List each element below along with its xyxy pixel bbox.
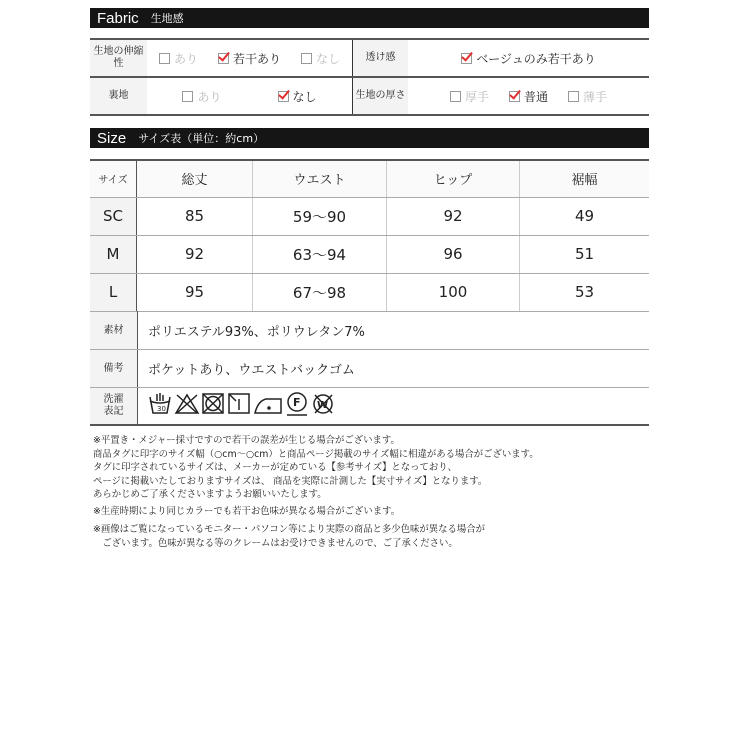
lining-option (278, 88, 317, 105)
size-cell: M (90, 235, 137, 273)
size-title: Size (97, 129, 127, 147)
thickness-option (450, 88, 489, 105)
option-label: あり (197, 89, 222, 104)
stretch-option (218, 50, 281, 67)
hand-wash-icon (150, 393, 170, 413)
size-cell: 85 (137, 197, 253, 235)
size-header-cell: 総丈 (137, 160, 253, 197)
checked-checkbox-icon (218, 53, 229, 64)
fabric-header (90, 8, 649, 28)
washing-icons (138, 388, 650, 425)
size-cell: 95 (137, 273, 253, 311)
option-label: 普通 (523, 89, 548, 104)
no-wet-clean-icon (314, 395, 332, 413)
svg-text:30: 30 (157, 404, 166, 413)
note-line: ※生産時期により同じカラーでも若干お色味が異なる場合がございます。 (93, 505, 401, 517)
material-value: ポリエステル93%、ポリウレタン7% (138, 312, 650, 350)
note-line: ※画像はご覧になっているモニター・パソコン等により実際の商品と多少色味が異なる場合が (93, 524, 486, 535)
size-cell: L (90, 273, 137, 311)
size-row (90, 273, 649, 311)
iron-low-icon (255, 399, 281, 413)
lining-options (147, 77, 353, 115)
checkbox-icon (450, 91, 461, 102)
size-cell: 59〜90 (253, 197, 387, 235)
svg-text:F: F (293, 395, 301, 409)
remarks-value: ポケットあり、ウエストバックゴム (138, 350, 650, 388)
remarks-label: 備考 (90, 350, 138, 388)
thickness-options (408, 77, 649, 115)
fabric-table (90, 38, 649, 116)
fabric-title: Fabric (97, 9, 139, 27)
size-cell: 63〜94 (253, 235, 387, 273)
line-dry-shade-icon (229, 394, 249, 413)
stretch-label: 生地の伸縮性 (90, 39, 147, 77)
lining-option (182, 88, 221, 105)
option-label: 厚手 (464, 89, 489, 104)
size-cell: SC (90, 197, 137, 235)
size-cell: 92 (387, 197, 520, 235)
thickness-label: 生地の厚さ (353, 77, 409, 115)
stretch-options (147, 39, 353, 77)
size-cell: 51 (520, 235, 650, 273)
note-line: ※平置き・メジャー採寸ですので若干の誤差が生じる場合がございます。 (93, 435, 400, 446)
size-header-cell: サイズ (90, 160, 137, 197)
size-header (90, 128, 649, 148)
checkbox-icon (301, 53, 312, 64)
material-label: 素材 (90, 312, 138, 350)
option-label: あり (173, 51, 198, 66)
stretch-option (159, 50, 198, 67)
size-header-cell: ヒップ (387, 160, 520, 197)
lining-label: 裏地 (90, 77, 147, 115)
thickness-option (509, 88, 548, 105)
svg-text:W: W (317, 399, 329, 411)
size-header-cell: 裾幅 (520, 160, 650, 197)
checkbox-icon (159, 53, 170, 64)
size-row (90, 197, 649, 235)
checked-checkbox-icon (461, 53, 472, 64)
dry-clean-f-icon (287, 393, 307, 415)
note-line: ページに掲載いたしておりますサイズは、 商品を実際に計測した【実寸サイズ】となります。 (93, 475, 488, 487)
option-label: ベージュのみ若干あり (476, 51, 596, 66)
sheer-options (408, 39, 649, 77)
option-label: なし (292, 89, 317, 104)
washing-label: 洗濯表記 (90, 388, 138, 425)
checkbox-icon (182, 91, 193, 102)
checked-checkbox-icon (278, 91, 289, 102)
size-subtitle: サイズ表（単位：約cm） (138, 132, 265, 145)
stretch-option (301, 50, 340, 67)
sheer-label: 透け感 (353, 39, 409, 77)
size-row (90, 235, 649, 273)
option-label: なし (316, 51, 341, 66)
size-cell: 49 (520, 197, 650, 235)
size-table (90, 159, 649, 312)
note-line: タグに印字されているサイズは、メーカーが定めている【参考サイズ】となっており、 (93, 462, 457, 473)
size-cell: 67〜98 (253, 273, 387, 311)
details-table (90, 311, 649, 426)
size-cell: 53 (520, 273, 650, 311)
size-cell: 96 (387, 235, 520, 273)
notes (93, 434, 539, 550)
thickness-option (568, 88, 607, 105)
note-line: あらかじめご了承くださいますようお願いいたします。 (93, 489, 327, 500)
option-label: 薄手 (583, 89, 608, 104)
no-tumble-dry-icon (203, 394, 223, 413)
no-bleach-icon (176, 395, 198, 413)
size-cell: 92 (137, 235, 253, 273)
checked-checkbox-icon (509, 91, 520, 102)
size-cell: 100 (387, 273, 520, 311)
size-header-cell: ウエスト (253, 160, 387, 197)
note-line: ございます。色味が異なる等のクレームはお受けできませんので、ご了承ください。 (93, 537, 458, 549)
sheer-option (461, 50, 596, 67)
checkbox-icon (568, 91, 579, 102)
note-line: 商品タグに印字のサイズ幅（○cm〜○cm）と商品ページ掲載のサイズ幅に相違がある場合がございます。 (93, 448, 539, 460)
fabric-subtitle: 生地感 (150, 12, 184, 25)
option-label: 若干あり (232, 51, 281, 66)
